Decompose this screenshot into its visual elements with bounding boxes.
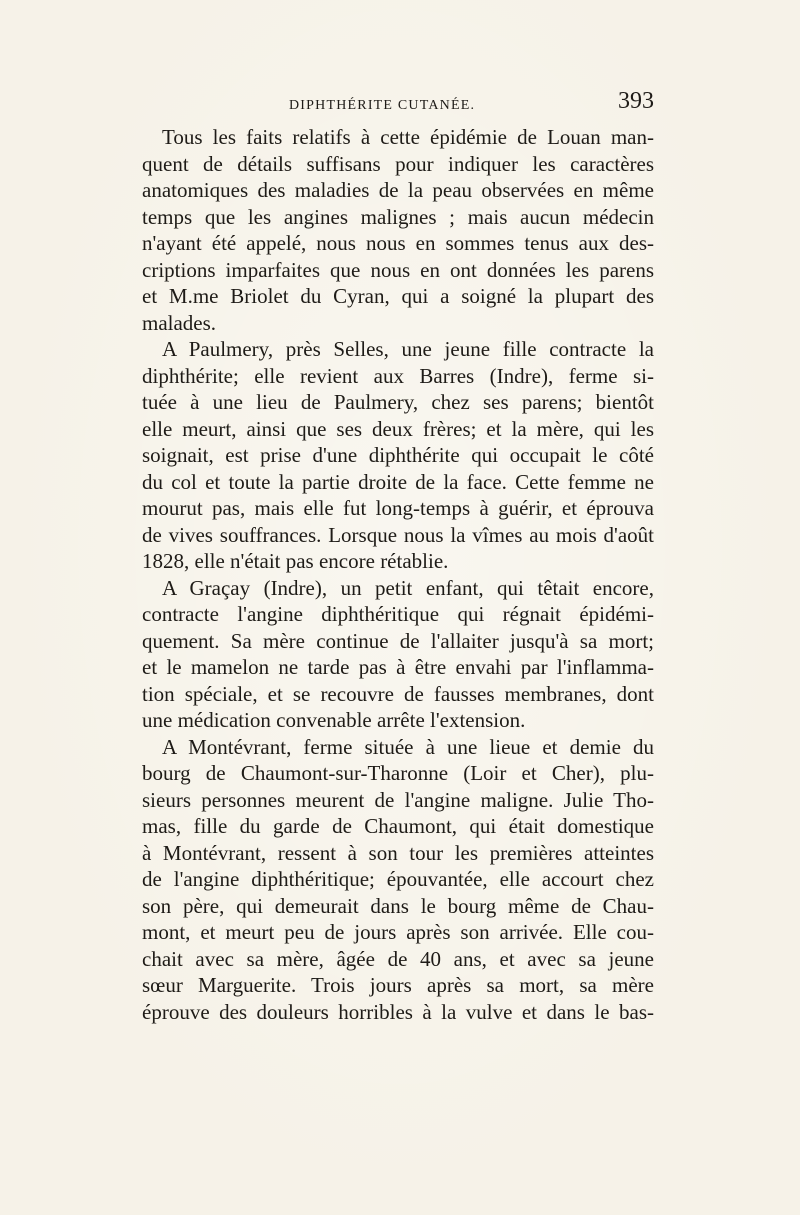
text-line: et le mamelon ne tarde pas à être envahi par l'inflamma- <box>142 655 654 679</box>
text-line: son père, qui demeurait dans le bourg même de Chau- <box>142 893 654 918</box>
text-line: mourut pas, mais elle fut long-temps à guérir, et éprouva <box>142 496 654 520</box>
page-header <box>142 88 654 118</box>
text-line: sœur Marguerite. Trois jours après sa mort, sa mère <box>142 973 654 997</box>
text-line: tion spéciale, et se recouvre de fausses membranes, dont <box>142 681 654 706</box>
text-line: sieurs personnes meurent de l'angine maligne. Julie Tho- <box>142 787 654 812</box>
text-line: criptions imparfaites que nous en ont données les parens <box>142 257 654 282</box>
text-line: n'ayant été appelé, nous nous en sommes tenus aux des- <box>142 231 654 255</box>
text-line: quent de détails suffisans pour indiquer les caractères <box>142 151 654 176</box>
text-line: Tous les faits relatifs à cette épidémie de Louan man- <box>162 125 654 149</box>
text-line: de l'angine diphthéritique; épouvantée, elle accourt chez <box>142 867 654 891</box>
text-line: mont, et meurt peu de jours après son arrivée. Elle cou- <box>142 920 654 944</box>
running-head: DIPHTHÉRITE CUTANÉE. <box>289 98 476 113</box>
text-line: à Montévrant, ressent à son tour les premières atteintes <box>142 840 654 865</box>
text-line: bourg de Chaumont-sur-Tharonne (Loir et Cher), plu- <box>142 761 654 785</box>
text-line: contracte l'angine diphthéritique qui régnait épidémi- <box>142 602 654 626</box>
text-line: soignait, est prise d'une diphthérite qui occupait le côté <box>142 443 654 467</box>
text-line: elle meurt, ainsi que ses deux frères; et la mère, qui les <box>142 416 654 441</box>
text-line: quement. Sa mère continue de l'allaiter jusqu'à sa mort; <box>142 628 654 653</box>
text-line: de vives souffrances. Lorsque nous la vîmes au mois d'août <box>142 522 654 547</box>
text-line: temps que les angines malignes ; mais aucun médecin <box>142 204 654 229</box>
body-text <box>142 124 654 1025</box>
page-number: 393 <box>618 88 654 114</box>
text-line: éprouve des douleurs horribles à la vulve et dans le bas- <box>142 999 654 1024</box>
text-line: 1828, elle n'était pas encore rétablie. <box>142 549 449 573</box>
text-line: diphthérite; elle revient aux Barres (Indre), ferme si- <box>142 363 654 388</box>
text-line: A Graçay (Indre), un petit enfant, qui têtait encore, <box>162 575 654 600</box>
text-line: du col et toute la partie droite de la face. Cette femme ne <box>142 469 654 494</box>
text-line: tuée à une lieu de Paulmery, chez ses parens; bientôt <box>142 390 654 414</box>
text-line: malades. <box>142 310 217 335</box>
text-line: A Paulmery, près Selles, une jeune fille contracte la <box>162 337 654 361</box>
text-line: chait avec sa mère, âgée de 40 ans, et avec sa jeune <box>142 946 654 971</box>
text-line: anatomiques des maladies de la peau observées en même <box>142 178 654 202</box>
text-line: une médication convenable arrête l'extension. <box>142 708 526 732</box>
text-line: A Montévrant, ferme située à une lieue et demie du <box>162 734 654 759</box>
text-line: et M.me Briolet du Cyran, qui a soigné la plupart des <box>142 284 654 308</box>
text-line: mas, fille du garde de Chaumont, qui était domestique <box>142 814 654 838</box>
